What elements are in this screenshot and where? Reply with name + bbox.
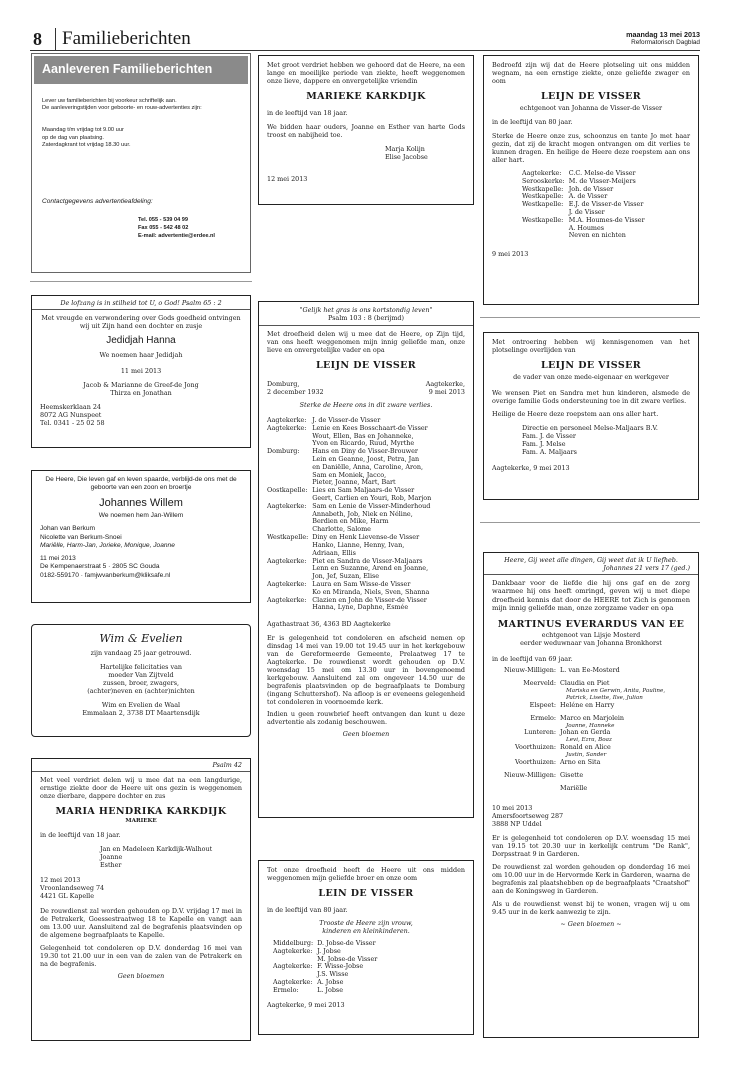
leijn-main-text: Met droefheid delen wij u mee dat de Heere, op Zijn tijd, van ons heeft weggenomen mijn innig geliefde man, onze lieve en onvergetelijke vader en opa: [267, 330, 465, 354]
section-title: Familieberichten: [62, 28, 191, 49]
maria-date: 12 mei 2013: [40, 875, 81, 884]
family-place: [267, 511, 312, 519]
family-names-text: Hans en Diny de Visser-Brouwer: [312, 447, 418, 456]
lein-text: Tot onze droefheid heeft de Heere uit ons midden weggenomen mijn geliefde broer en onze oom: [267, 866, 465, 882]
family-place: [267, 604, 312, 612]
family-names-text: Laura en Sam Wisse-de Visser: [312, 579, 411, 588]
family-row: [504, 702, 670, 715]
jubileum-line-6: Wim en Evelien de Waal: [101, 700, 181, 709]
johannes-addr: De Kempenaerstraat 5 · 2805 SC Gouda: [40, 563, 160, 571]
family-grandchildren: Mariska en Gerwin, Anita, Pauline, Patrick, Lisette, Ilse, Julian: [566, 688, 666, 701]
family-place: Westkapelle:: [522, 200, 564, 209]
contact-fax: Fax 055 - 542 48 02: [138, 224, 189, 231]
marieke-wish: We bidden haar ouders, Joanne en Esther van harte Gods troost en nabijheid toe.: [267, 122, 465, 139]
jedidjah-verse: De lofzang is in stilheid tot U, o God! Psalm 65 : 2: [32, 299, 250, 310]
family-place: Aagtekerke:: [522, 168, 562, 177]
family-place: Domburg:: [267, 447, 300, 456]
family-names: [560, 785, 670, 798]
family-names-text: Wout, Ellen, Bas en Johanneke,: [312, 431, 414, 440]
family-grandchildren: Levi, Ezra, Boaz: [566, 737, 612, 744]
family-names-text: E.J. de Visser-de Visser: [568, 200, 644, 209]
family-place: Ermelo:: [530, 713, 557, 722]
column-separator: [480, 522, 700, 523]
johannes-text: De Heere, Die leven gaf en leven spaarde, verblijd-de ons met de geboorte van een zoon en broertje: [45, 476, 237, 492]
family-names-text: Heléne en Harry: [560, 700, 615, 709]
birth-ad-johannes: [31, 470, 251, 603]
martinus-verse-1: Heere, Gij weet alle dingen, Gij weet dat ik U liefheb.: [504, 556, 678, 564]
leijn-right-age: in de leeftijd van 80 jaar.: [492, 117, 573, 126]
jedidjah-addr-1: Heemskerklaan 24: [40, 402, 102, 411]
family-grandchildren: Justin, Sander: [566, 751, 607, 758]
family-place: Ermelo:: [273, 985, 299, 994]
family-place: Westkapelle:: [522, 192, 564, 201]
leijn-right-sub: echtgenoot van Johanna de Visser-de Visser: [519, 103, 663, 112]
birth-ad-jedidjah: [31, 295, 251, 448]
family-place: Aagtekerke:: [267, 423, 307, 432]
obituary-marieke-friends: [258, 55, 474, 205]
family-names: [560, 680, 670, 701]
family-place: Voorthuizen:: [514, 757, 557, 766]
company-sig-3: Fam. J. Melse: [522, 439, 566, 448]
leijn-main-verse-2: Psalm 103 : 8 (berijmd): [259, 314, 473, 326]
family-names-text: Sam en Moniek, Jacco,: [312, 470, 387, 479]
marieke-signature-1: Marja Kolijn: [385, 144, 425, 153]
aanleveren-time-3: Zaterdagkrant tot vrijdag 18.30 uur.: [42, 142, 131, 149]
family-names-text: L. Jobse: [317, 985, 343, 994]
leijn-main-name: LEIJN DE VISSER: [315, 360, 417, 371]
leijn-main-family-list: [267, 417, 435, 612]
family-place: Aagtekerke:: [273, 946, 313, 955]
contact-tel: Tel. 055 - 539 04 99: [138, 216, 188, 223]
family-place: Aagtekerke:: [267, 579, 307, 588]
family-names-text: Gisette: [560, 770, 584, 779]
family-place: [522, 232, 569, 240]
martinus-addr-1: Amersfoortseweg 287: [492, 811, 564, 820]
marieke-text: Met groot verdriet hebben we gehoord dat de Heere, na een lange en moeilijke periode van ziekte, heeft weggenomen onze lieve, dappere en onvergetelijke vriendin: [267, 61, 465, 85]
family-names-text: Lenie en Kees Bosschaart-de Visser: [312, 423, 428, 432]
maria-condoleren: Gelegenheid tot condoleren op D.V. donderdag 16 mei van 19.30 tot 21.00 uur in een van de zalen van de Petrakerk en na de begrafenis.: [40, 943, 242, 968]
family-place: Middelburg:: [273, 938, 314, 947]
jedidjah-parents-1: Jacob & Marianne de Greef-de Jong: [83, 380, 199, 389]
jedidjah-date: 11 mei 2013: [120, 366, 162, 375]
aanleveren-title: Aanleveren Familieberichten: [34, 56, 248, 84]
marieke-name: MARIEKE KARKDIJK: [306, 91, 426, 102]
obituary-maria-karkdijk: [31, 758, 251, 1041]
family-names-text: Hanna, Lyne, Daphne, Esmée: [312, 603, 409, 612]
johannes-contact: 0182-559170 · famjwvanberkum@kliksafe.nl: [40, 571, 171, 579]
maria-addr-2: 4421 GL Kapelle: [40, 891, 95, 900]
family-place: Nieuw-Milligen:: [504, 770, 557, 779]
martinus-bloemen: ~ Geen bloemen ~: [560, 919, 622, 928]
maria-age: in de leeftijd van 18 jaar.: [40, 830, 121, 839]
martinus-sub-1: echtgenoot van Lijsje Mosterd: [541, 631, 641, 640]
family-row: [504, 744, 670, 759]
family-names-text: Mariëlle: [560, 783, 588, 792]
company-sub: de vader van onze mede-eigenaar en werkgever: [513, 372, 669, 381]
jedidjah-text: Met vreugde en verwondering over Gods goedheid ontvingen wij uit Zijn hand een dochter en zusje: [41, 314, 241, 330]
jedidjah-addr-2: 8072 AG Nunspeet: [40, 410, 102, 419]
family-place: Westkapelle:: [522, 184, 564, 193]
family-row: [504, 729, 670, 744]
johannes-name: Johannes Willem: [99, 497, 183, 510]
jubileum-line-1: zijn vandaag 25 jaar getrouwd.: [90, 648, 192, 657]
family-names-text: A. de Visser: [568, 192, 608, 201]
family-row: [504, 772, 670, 785]
family-names-text: Lein en Geanne, Joost, Petra, Jan: [312, 454, 420, 463]
jubileum-line-3: moeder Van Zijtveld: [108, 670, 174, 679]
jedidjah-addr-3: Tel. 0341 - 25 02 58: [40, 418, 105, 427]
family-names-text: Berdien en Mike, Harm: [312, 517, 389, 526]
family-names: [569, 232, 649, 240]
family-place: Aagtekerke:: [267, 556, 307, 565]
company-wish: We wensen Piet en Sandra met hun kinderen, alsmede de overige familie Gods ondersteuning toe in dit zware verlies.: [492, 388, 690, 405]
martinus-condoleren: Er is gelegenheid tot condoleren op D.V. woensdag 15 mei van 19.15 tot 20.30 uur in kerkelijk centrum "De Rank", Dorpsstraat 9 in Garderen.: [492, 833, 690, 858]
family-row: [504, 680, 670, 701]
lein-age: in de leeftijd van 80 jaar.: [267, 905, 348, 914]
family-place: [267, 456, 312, 464]
jedidjah-call: We noemen haar Jedidjah: [99, 350, 183, 359]
family-names-text: Adriaan, Ellis: [312, 548, 356, 557]
maria-roepnaam: MARIEKE: [125, 817, 157, 824]
maria-verse: Psalm 42: [32, 761, 250, 772]
aanleveren-intro-1: Lever uw familieberichten bij voorkeur schriftelijk aan.: [42, 97, 177, 104]
aanleveren-intro-2: De aanleveringstijden voor geboorte- en rouw-advertenties zijn:: [42, 105, 202, 112]
family-names-text: Lenn en Suzanne, Arend en Joanne,: [312, 564, 429, 573]
obituary-leijn-family: [258, 301, 474, 818]
family-place: [267, 518, 312, 526]
family-names-text: Diny en Henk Lievense-de Visser: [312, 533, 420, 542]
family-row: [267, 604, 435, 612]
lein-family-list: [273, 940, 381, 995]
family-names-text: D. Jobse-de Visser: [317, 938, 376, 947]
family-names: [560, 702, 670, 715]
family-names-text: Annabeth, Job, Niek en Néline,: [312, 509, 413, 518]
aanleveren-time-1: Maandag t/m vrijdag tot 9.00 uur: [42, 127, 124, 133]
company-date: Aagtekerke, 9 mei 2013: [492, 463, 570, 472]
family-names: [560, 715, 670, 730]
maria-addr-1: Vroonlandseweg 74: [40, 883, 105, 892]
leijn-right-family-list: [522, 170, 649, 240]
maria-text: Met veel verdriet delen wij u mee dat na een langdurige, ernstige ziekte door de Heere uit ons gezin is weggenomen onze dierbare, dappere dochter en zus: [40, 776, 242, 800]
header-date: maandag 13 mei 2013: [626, 30, 700, 39]
family-place: Lunteren:: [524, 728, 557, 737]
family-place: [267, 464, 312, 472]
family-place: Aagtekerke:: [267, 595, 307, 604]
company-text: Met ontroering hebben wij kennisgenomen van het plotselinge overlijden van: [492, 338, 690, 354]
family-names-text: Claudia en Piet: [560, 679, 610, 688]
family-names-text: M. Jobse-de Visser: [317, 954, 378, 963]
maria-name: MARIA HENDRIKA KARKDIJK: [55, 806, 227, 817]
jedidjah-parents-2: Thirza en Jonathan: [110, 388, 172, 397]
company-name: LEIJN DE VISSER: [540, 360, 642, 371]
family-place: [267, 472, 312, 480]
family-names-text: Charlotte, Salome: [312, 525, 371, 534]
martinus-name: MARTINUS EVERARDUS VAN EE: [497, 618, 685, 630]
family-names-text: Neven en nichten: [568, 231, 626, 240]
family-place: Voorthuizen:: [514, 743, 557, 752]
leijn-right-text: Bedroefd zijn wij dat de Heere plotseling uit ons midden wegnam, na een ernstige ziekte, onze geliefde zwager en oom: [492, 61, 690, 85]
leijn-main-sterke: Sterke de Heere ons in dit zware verlies.: [299, 400, 433, 409]
family-names-text: A. Houmes: [568, 223, 605, 232]
marieke-age: in de leeftijd van 18 jaar.: [267, 108, 348, 117]
maria-family-1: Jan en Madeleen Karkdijk-Walhout: [100, 844, 213, 853]
family-place: [267, 433, 312, 441]
leijn-right-date: 9 mei 2013: [492, 250, 529, 259]
johannes-parent-2: Nicolette van Berkum-Snoei: [40, 533, 122, 541]
family-place: Aagtekerke:: [273, 962, 313, 971]
family-place: [267, 565, 312, 573]
family-names-text: L. van Ee-Mosterd: [560, 666, 620, 675]
company-sig-4: Fam. A. Maljaars: [522, 447, 577, 456]
martinus-age: in de leeftijd van 69 jaar.: [492, 655, 573, 664]
family-names-text: Joh. de Visser: [568, 184, 614, 193]
leijn-main-addr: Agathastraat 36, 4363 BD Aagtekerke: [267, 620, 391, 629]
family-row: [504, 759, 670, 772]
martinus-text: Dankbaar voor de liefde die hij ons gaf en de zorg waarmee hij ons heeft omringd, geven wij u met diepe droefheid kennis dat door de HEERE tot Zich is genomen mijn innig geliefde man, onze zorgzame vader en opa: [492, 579, 690, 613]
obituary-lein: [258, 860, 474, 1035]
obituary-martinus-van-ee: [483, 552, 699, 1038]
obituary-leijn-in-laws: [483, 55, 699, 305]
leijn-died-date: 9 mei 2013: [428, 387, 465, 396]
jubileum-line-4: zussen, broer, zwagers,: [102, 678, 180, 687]
family-names-text: J. de Visser-de Visser: [312, 415, 381, 424]
header-divider: [55, 28, 56, 50]
leijn-born-date: 2 december 1932: [267, 387, 324, 396]
family-names: [560, 729, 670, 744]
family-place: Meerveld:: [523, 679, 557, 688]
johannes-call: We noemen hem Jan-Willem: [98, 512, 184, 520]
contact-email[interactable]: E-mail: advertentie@erdee.nl: [138, 232, 215, 239]
family-place: [267, 542, 312, 550]
family-row: [504, 785, 670, 798]
family-place: Aagtekerke:: [267, 501, 307, 510]
lein-verse-2: kinderen en kleinkinderen.: [322, 926, 410, 935]
family-names-text: Sam en Lenie de Visser-Minderhoud: [312, 501, 431, 510]
martinus-verse-2: Johannes 21 vers 17 (ged.): [484, 564, 698, 575]
family-row: [504, 715, 670, 730]
family-place: Aagtekerke:: [267, 415, 307, 424]
martinus-vervoer: Als u de rouwdienst wenst bij te wonen, vragen wij u om 9.45 uur in de kerk aanwezig te zijn.: [492, 899, 690, 916]
family-names-text: J. Jobse: [317, 946, 341, 955]
family-names-text: F. Wisse-Jobse: [317, 962, 364, 971]
family-row: [522, 232, 649, 240]
company-heilige: Heilige de Heere deze roepstem aan ons aller hart.: [492, 409, 659, 418]
family-names-text: Geert, Carlien en Youri, Rob, Marjon: [312, 494, 432, 502]
company-sig-1: Directie en personeel Melse-Maljaars B.V.: [522, 423, 658, 432]
obituary-leijn-company: [483, 332, 699, 500]
family-names-text: J.S. Wisse: [317, 970, 349, 979]
family-names-text: M. de Visser-Meijers: [568, 176, 636, 185]
family-names-text: Ko en Miranda, Niels, Sven, Shanna: [312, 587, 430, 596]
jubileum-title: Wim & Evelien: [99, 632, 183, 645]
leijn-right-wish: Sterke de Heere onze zus, schoonzus en tante Jo met haar gezin, dat zij de kracht mogen ontvangen om dit verlies te kunnen dragen. En heilige de Heere deze roepstem aan ons aller hart.: [492, 131, 690, 164]
family-names: [560, 759, 670, 772]
family-names-text: A. Jobse: [317, 977, 344, 986]
family-names-text: Clazien en John de Visser-de Visser: [312, 595, 427, 604]
jubileum-ad: [31, 624, 251, 737]
johannes-parent-1: Johan van Berkum: [40, 525, 95, 533]
aanleveren-box: [31, 53, 251, 273]
family-place: Serooskerke:: [522, 176, 565, 185]
family-place: Nieuw-Milligen:: [504, 666, 557, 675]
family-place: Aagtekerke:: [273, 977, 313, 986]
maria-family-3: Esther: [100, 860, 122, 869]
lein-verse-1: Trooste de Heere zijn vrouw,: [319, 918, 413, 927]
leijn-main-bloemen: Geen bloemen: [342, 730, 390, 739]
leijn-main-rouwbrief: Indien u geen rouwbrief heeft ontvangen dan kunt u deze advertentie als zodanig beschouwen.: [267, 710, 465, 727]
johannes-kids: Mariëlle, Harm-Jan, Jorieke, Monique, Joanne: [40, 541, 175, 549]
family-names-text: Pieter, Joanne, Mart, Bart: [312, 478, 396, 487]
aanleveren-time-2: op de dag van plaatsing.: [42, 134, 104, 141]
family-grandchildren: Joanne, Hanneke: [566, 722, 615, 729]
family-names-text: J. de Visser: [568, 207, 605, 216]
martinus-date: 10 mei 2013: [492, 803, 533, 812]
jubileum-line-2: Hartelijke felicitaties van: [99, 662, 183, 671]
header-rule: [30, 50, 700, 51]
lein-name: LEIN DE VISSER: [318, 888, 414, 899]
maria-bloemen: Geen bloemen: [117, 971, 165, 980]
family-place: Elspeet:: [529, 700, 557, 709]
family-names-text: Yvon en Ricardo, Ruud, Myrthe: [312, 439, 415, 448]
leijn-main-dienst: Er is gelegenheid tot condoleren en afscheid nemen op dinsdag 14 mei van 19.00 tot 19.45 uur in het kerkgebouw van de Gereformeerde Gemeente, Prelaatweg 17 te Aagtekerke. De rouwdienst wordt gehouden op D.V. woensdag 15 mei om 13.30 uur in bovengenoemd kerkgebouw. Aansluitend zal om ongeveer 14.50 uur de begrafenis plaatsvinden op de begraafplaats te Domburg (ingang Schuttershof). Na afloop is er eveneens gelegenheid tot condoleren in voornoemde kerk.: [267, 634, 465, 707]
company-sig-2: Fam. J. de Visser: [522, 431, 576, 440]
family-names: [560, 772, 670, 785]
family-names-text: M.A. Houmes-de Visser: [568, 215, 645, 224]
family-names: [312, 604, 435, 612]
family-place: Westkapelle:: [522, 215, 564, 224]
jubileum-line-5: (achter)neven en (achter)nichten: [87, 686, 195, 695]
column-separator: [30, 281, 252, 282]
marieke-date: 12 mei 2013: [267, 174, 308, 183]
family-names-text: Ronald en Alice: [560, 743, 611, 752]
contact-label: Contactgegevens advertentieafdeling:: [42, 198, 153, 206]
family-names-text: Arno en Sita: [560, 757, 601, 766]
family-place: [522, 225, 569, 233]
martinus-addr-2: 3888 NP Uddel: [492, 819, 542, 828]
family-names-text: Lies en Sam Maljaars-de Visser: [312, 486, 415, 495]
family-names: [317, 987, 381, 995]
family-names-text: en Daniëlle, Anna, Caroline, Aron,: [312, 462, 424, 471]
page-number: 8: [33, 29, 42, 49]
family-names-text: Piet en Sandra de Visser-Maljaars: [312, 556, 423, 565]
family-names: [560, 744, 670, 759]
header-paper: Reformatorisch Dagblad: [631, 39, 700, 46]
family-place: Westkapelle:: [267, 533, 309, 542]
family-row: [273, 987, 381, 995]
family-names-text: Marco en Marjolein: [560, 713, 625, 722]
family-place: [504, 785, 560, 798]
maria-dienst: De rouwdienst zal worden gehouden op D.V. vrijdag 17 mei in de Petrakerk, Goessestraatweg 18 te Kapelle en vangt aan om 13.00 uur. Aansluitend zal de begrafenis plaatsvinden op de algemene begraafplaats te Kapelle.: [40, 906, 242, 939]
jedidjah-name: Jedidjah Hanna: [106, 335, 176, 346]
family-names-text: Hanko, Lianne, Henny, Ivan,: [312, 540, 405, 549]
column-separator: [480, 317, 700, 318]
leijn-right-name: LEIJN DE VISSER: [540, 91, 642, 102]
maria-family-2: Joanne: [100, 852, 123, 861]
leijn-born-place: Domburg,: [267, 379, 300, 388]
johannes-date: 11 mei 2013: [40, 555, 76, 563]
martinus-dienst: De rouwdienst zal worden gehouden op donderdag 16 mei om 10.00 uur in de Hervormde Kerk in Garderen, waarna de begrafenis zal plaatshebben op de begraafplaats "Craatshof" aan de Koningsweg in Garderen.: [492, 862, 690, 895]
leijn-died-place: Aagtekerke,: [425, 379, 465, 388]
martinus-family-list: [504, 667, 670, 797]
family-names-text: Jon, Jef, Suzan, Elise: [312, 572, 380, 581]
marieke-signature-2: Elise Jacobse: [385, 152, 428, 161]
family-names-text: C.C. Melse-de Visser: [568, 168, 636, 177]
leijn-main-verse-1: "Gelijk het gras is ons kortstondig leven": [299, 306, 433, 314]
family-place: Oostkapelle:: [267, 486, 308, 495]
jubileum-line-7: Emmalaan 2, 3738 DT Maartensdijk: [82, 708, 200, 717]
family-names-text: Johan en Gerda: [560, 728, 611, 737]
lein-date: Aagtekerke, 9 mei 2013: [267, 1000, 345, 1009]
martinus-sub-2: eerder weduwnaar van Johanna Bronkhorst: [520, 639, 662, 648]
